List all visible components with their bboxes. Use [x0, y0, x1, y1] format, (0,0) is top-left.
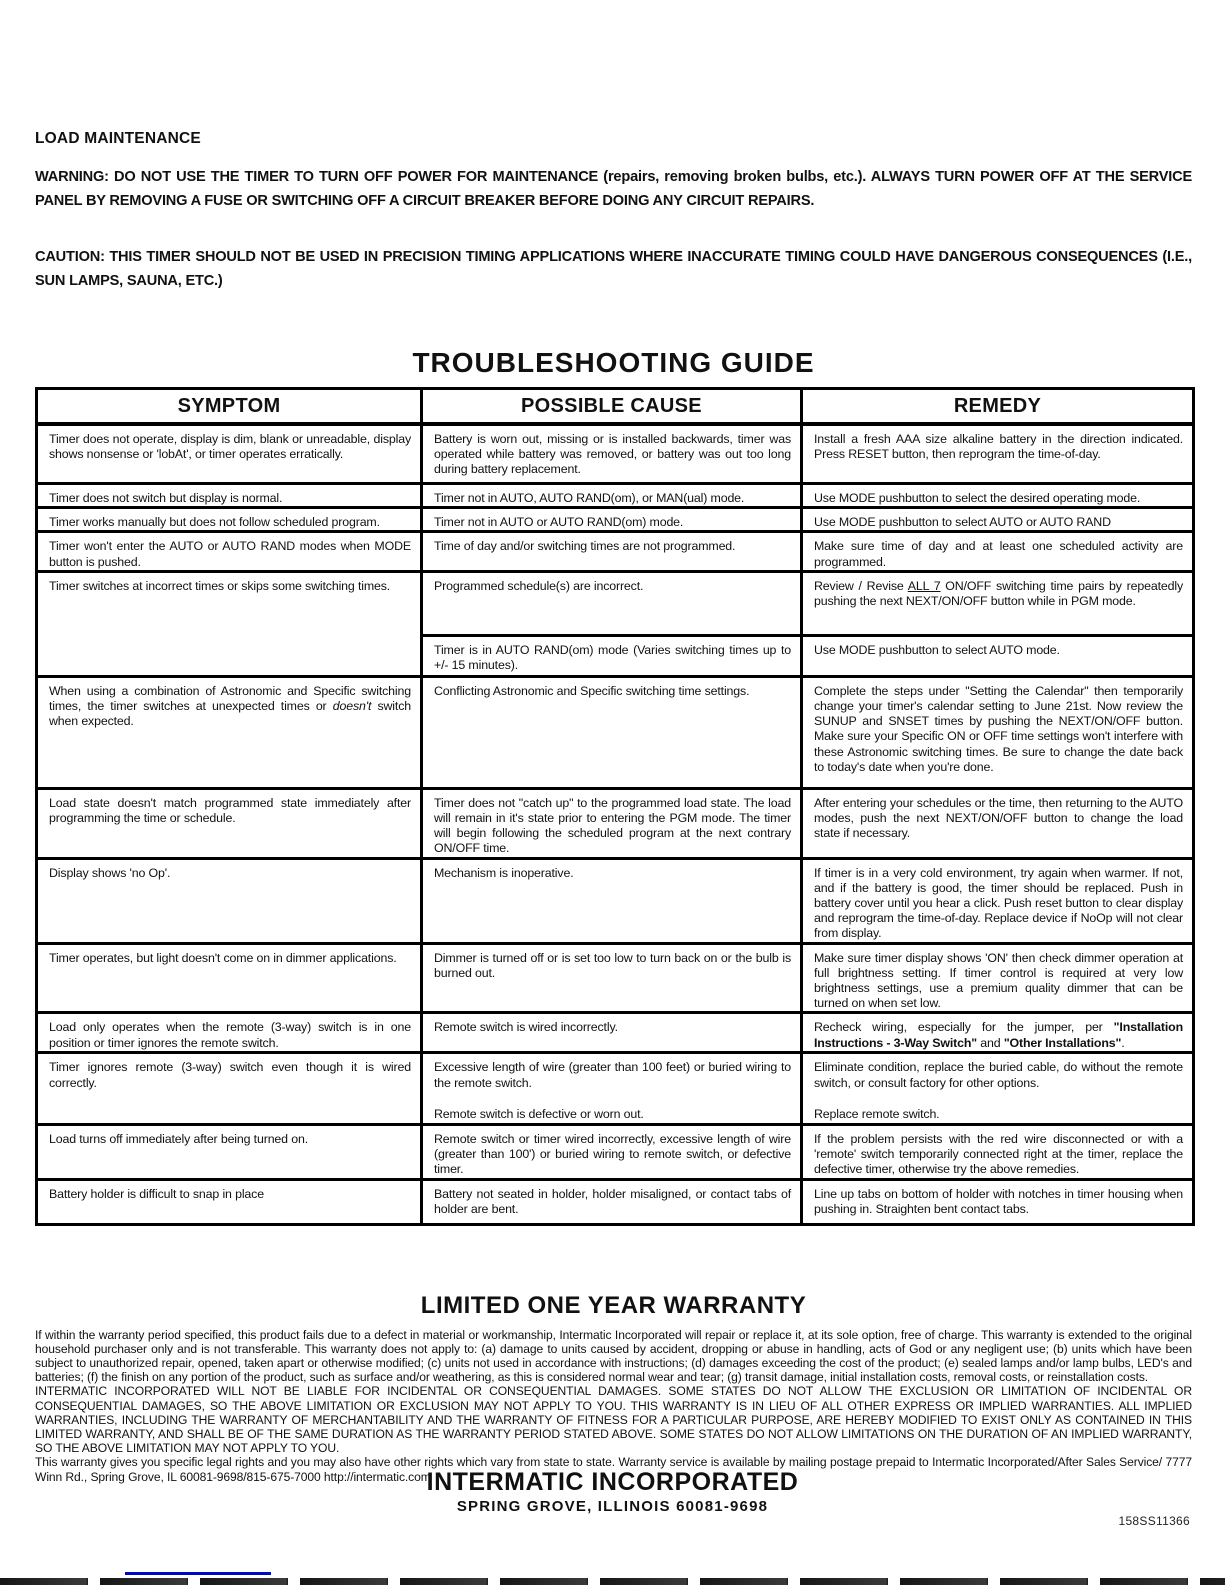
remedy-cell: Complete the steps under "Setting the Calendar" then temporarily change your timer's calendar setting to June 21st. Now review the SUNUP and SNSET times by pushing the NEXT/ON/OFF button. Make sure your Specific ON or OFF time settings won't interfere with these Astronomic switching times. Be sure to change the date back to today's date when you're done.: [802, 676, 1194, 788]
remedy-cell: Make sure time of day and at least one scheduled activity are programmed.: [802, 532, 1194, 571]
troubleshooting-title: TROUBLESHOOTING GUIDE: [412, 347, 815, 378]
symptom-cell: Timer ignores remote (3-way) switch even though it is wired correctly.: [37, 1053, 422, 1124]
cause-cell: [422, 571, 802, 676]
table-row: [37, 788, 1194, 858]
table-row: [37, 943, 1194, 1013]
table-row: [37, 532, 1194, 571]
cause-cell: Timer not in AUTO or AUTO RAND(om) mode.: [422, 508, 802, 532]
cause-cell: Battery is worn out, missing or is installed backwards, timer was operated while battery was removed, or battery was out too long during battery replacement.: [422, 424, 802, 484]
caution-paragraph: CAUTION: THIS TIMER SHOULD NOT BE USED IN PRECISION TIMING APPLICATIONS WHERE INACCURATE TIMING COULD HAVE DANGEROUS CONSEQUENCES (I.E., SUN LAMPS, SAUNA, ETC.): [35, 249, 1192, 289]
symptom-cell: Load only operates when the remote (3-way) switch is in one position or timer ignores the remote switch.: [37, 1013, 422, 1053]
cause-cell: Timer not in AUTO, AUTO RAND(om), or MAN(ual) mode.: [422, 484, 802, 508]
warranty-paragraph-2: INTERMATIC INCORPORATED WILL NOT BE LIABLE FOR INCIDENTAL OR CONSEQUENTIAL DAMAGES. SOME STATES DO NOT ALLOW THE EXCLUSION OR LIMITATION OF INCIDENTAL OR CONSEQUENTIAL DAMAGES, SO THE ABOVE LIMITATION OR EXCLUSION MAY NOT APPLY TO YOU. THIS WARRANTY IS IN LIEU OF ALL OTHER EXPRESS OR IMPLIED WARRANTIES. ALL IMPLIED WARRANTIES, INCLUDING THE WARRANTY OF MERCHANTABILITY AND THE WARRANTY OF FITNESS FOR A PARTICULAR PURPOSE, ARE HEREBY MODIFIED TO EXIST ONLY AS CONTAINED IN THIS LIMITED WARRANTY, AND SHALL BE OF THE SAME DURATION AS THE WARRANTY PERIOD STATED ABOVE. SOME STATES DO NOT ALLOW LIMITATIONS ON THE DURATION OF AN IMPLIED WARRANTY, SO THE ABOVE LIMITATION MAY NOT APPLY TO YOU.: [35, 1384, 1192, 1456]
table-row: [37, 424, 1194, 484]
cause-cell: Remote switch or timer wired incorrectly, excessive length of wire (greater than 100') or buried wiring to remote switch, or defective timer.: [422, 1124, 802, 1179]
remedy-entry: Replace remote switch.: [814, 1107, 940, 1122]
symptom-cell: Display shows 'no Op'.: [37, 858, 422, 943]
table-header-row: [37, 389, 1194, 424]
symptom-cell: When using a combination of Astronomic and Specific switching times, the timer switches at unexpected times or doesn't switch when expected.: [37, 676, 422, 788]
part-number: 158SS11366: [1118, 1514, 1190, 1528]
cell-divider: [423, 634, 800, 637]
remedy-cell: Recheck wiring, especially for the jumper, per "Installation Instructions - 3-Way Switch" and "Other Installations".: [802, 1013, 1194, 1053]
pen-mark-blue-line: [125, 1572, 271, 1575]
table-header-symptom: SYMPTOM: [37, 389, 422, 424]
table-row: [37, 1124, 1194, 1179]
troubleshooting-table: [35, 387, 1195, 1226]
remedy-cell: [802, 571, 1194, 676]
cause-cell: Remote switch is wired incorrectly.: [422, 1013, 802, 1053]
company-footer: [0, 1468, 1225, 1515]
remedy-cell: Install a fresh AAA size alkaline battery in the direction indicated. Press RESET button, then reprogram the time-of-day.: [802, 424, 1194, 484]
table-row: [37, 484, 1194, 508]
warranty-body: [35, 1328, 1192, 1484]
remedy-entry: Use MODE pushbutton to select AUTO mode.: [814, 642, 1060, 657]
symptom-cell: Load turns off immediately after being turned on.: [37, 1124, 422, 1179]
table-header-remedy: REMEDY: [802, 389, 1194, 424]
table-row: [37, 1013, 1194, 1053]
table-header-cause: POSSIBLE CAUSE: [422, 389, 802, 424]
cause-cell: Timer does not "catch up" to the programmed load state. The load will remain in it's state prior to entering the PGM mode. The timer will begin following the scheduled program at the next contrary ON/OFF time.: [422, 788, 802, 858]
remedy-entry: Eliminate condition, replace the buried cable, do without the remote switch, or consult factory for other options.: [814, 1060, 1183, 1090]
cause-cell: Conflicting Astronomic and Specific switching time settings.: [422, 676, 802, 788]
remedy-cell: Use MODE pushbutton to select the desired operating mode.: [802, 484, 1194, 508]
cause-entry: Excessive length of wire (greater than 100 feet) or buried wiring to the remote switch.: [434, 1060, 791, 1090]
remedy-cell: If timer is in a very cold environment, try again when warmer. If not, and if the battery is good, the timer should be replaced. Push in battery cover until you hear a click. Push reset button to clear display and reprogram the time-of-day. Replace device if NoOp will not clear from display.: [802, 858, 1194, 943]
table-row: [37, 571, 1194, 676]
symptom-cell: Timer switches at incorrect times or skips some switching times.: [37, 571, 422, 676]
symptom-cell: Load state doesn't match programmed state immediately after programming the time or schedule.: [37, 788, 422, 858]
page-content: [35, 0, 1192, 1484]
cause-cell: Mechanism is inoperative.: [422, 858, 802, 943]
cause-entry: Programmed schedule(s) are incorrect.: [434, 578, 644, 593]
cause-cell: Battery not seated in holder, holder misaligned, or contact tabs of holder are bent.: [422, 1179, 802, 1224]
table-row: [37, 508, 1194, 532]
load-maintenance-heading: LOAD MAINTENANCE: [35, 130, 201, 147]
company-address: SPRING GROVE, ILLINOIS 60081-9698: [456, 1498, 769, 1515]
remedy-entry: Review / Revise ALL 7 ON/OFF switching time pairs by repeatedly pushing the next NEXT/ON/OFF button while in PGM mode.: [814, 578, 1183, 609]
symptom-cell: Timer operates, but light doesn't come on in dimmer applications.: [37, 943, 422, 1013]
remedy-cell: Use MODE pushbutton to select AUTO or AUTO RAND: [802, 508, 1194, 532]
warranty-paragraph-1: If within the warranty period specified, this product fails due to a defect in material or workmanship, Intermatic Incorporated will repair or replace it, at its sole option, free of charge. This warranty is extended to the original household purchaser only and is not transferable. This warranty does not apply to: (a) damage to units caused by accident, dropping or abuse in handling, acts of God or any negligent use; (b) units which have been subject to unauthorized repair, opened, taken apart or otherwise modified; (c) units not used in accordance with instructions; (d) damages exceeding the cost of the product; (e) sealed lamps and/or lamp bulbs, LED's and batteries; (f) the finish on any portion of the product, such as surface and/or weathering, as this is considered normal wear and tear; (g) transit damage, initial installation costs, removal costs, or reinstallation costs.: [35, 1327, 1192, 1385]
remedy-cell: If the problem persists with the red wire disconnected or with a 'remote' switch temporarily connected right at the timer, replace the defective timer, otherwise try the above remedies.: [802, 1124, 1194, 1179]
symptom-cell: Timer won't enter the AUTO or AUTO RAND modes when MODE button is pushed.: [37, 532, 422, 571]
cause-cell: [422, 1053, 802, 1124]
symptom-cell: Timer does not operate, display is dim, blank or unreadable, display shows nonsense or 'lobAt', or timer operates erratically.: [37, 424, 422, 484]
table-row: [37, 1053, 1194, 1124]
warning-paragraph: WARNING: DO NOT USE THE TIMER TO TURN OFF POWER FOR MAINTENANCE (repairs, removing broken bulbs, etc.). ALWAYS TURN POWER OFF AT THE SERVICE PANEL BY REMOVING A FUSE OR SWITCHING OFF A CIRCUIT BREAKER BEFORE DOING ANY CIRCUIT REPAIRS.: [35, 169, 1192, 209]
perforation-dash-strip: [0, 1578, 1225, 1585]
table-row: [37, 1179, 1194, 1224]
warranty-paragraph-3: This warranty gives you specific legal rights and you may also have other rights which vary from state to state. Warranty service is available by mailing postage prepaid to Intermatic Incorporated/After Sales Service/ 7777 Winn Rd., Spring Grove, IL 60081-9698/815-675-7000 http://intermatic.com: [35, 1455, 1192, 1484]
remedy-cell: Make sure timer display shows 'ON' then check dimmer operation at full brightness setting. If timer control is required at very low brightness settings, use a premium quality dimmer that can be turned on when set low.: [802, 943, 1194, 1013]
warranty-title: LIMITED ONE YEAR WARRANTY: [420, 1291, 807, 1319]
table-row: [37, 676, 1194, 788]
remedy-cell: Line up tabs on bottom of holder with notches in timer housing when pushing in. Straighten bent contact tabs.: [802, 1179, 1194, 1224]
cause-cell: Dimmer is turned off or is set too low to turn back on or the bulb is burned out.: [422, 943, 802, 1013]
remedy-cell: After entering your schedules or the time, then returning to the AUTO modes, push the next NEXT/ON/OFF button to change the load state if necessary.: [802, 788, 1194, 858]
symptom-cell: Timer works manually but does not follow scheduled program.: [37, 508, 422, 532]
company-name: INTERMATIC INCORPORATED: [426, 1468, 799, 1496]
table-row: [37, 858, 1194, 943]
cause-cell: Time of day and/or switching times are not programmed.: [422, 532, 802, 571]
cause-entry: Timer is in AUTO RAND(om) mode (Varies switching times up to +/- 15 minutes).: [434, 642, 791, 673]
symptom-cell: Battery holder is difficult to snap in place: [37, 1179, 422, 1224]
symptom-cell: Timer does not switch but display is normal.: [37, 484, 422, 508]
cell-divider: [803, 634, 1192, 637]
remedy-cell: [802, 1053, 1194, 1124]
cause-entry: Remote switch is defective or worn out.: [434, 1107, 644, 1122]
